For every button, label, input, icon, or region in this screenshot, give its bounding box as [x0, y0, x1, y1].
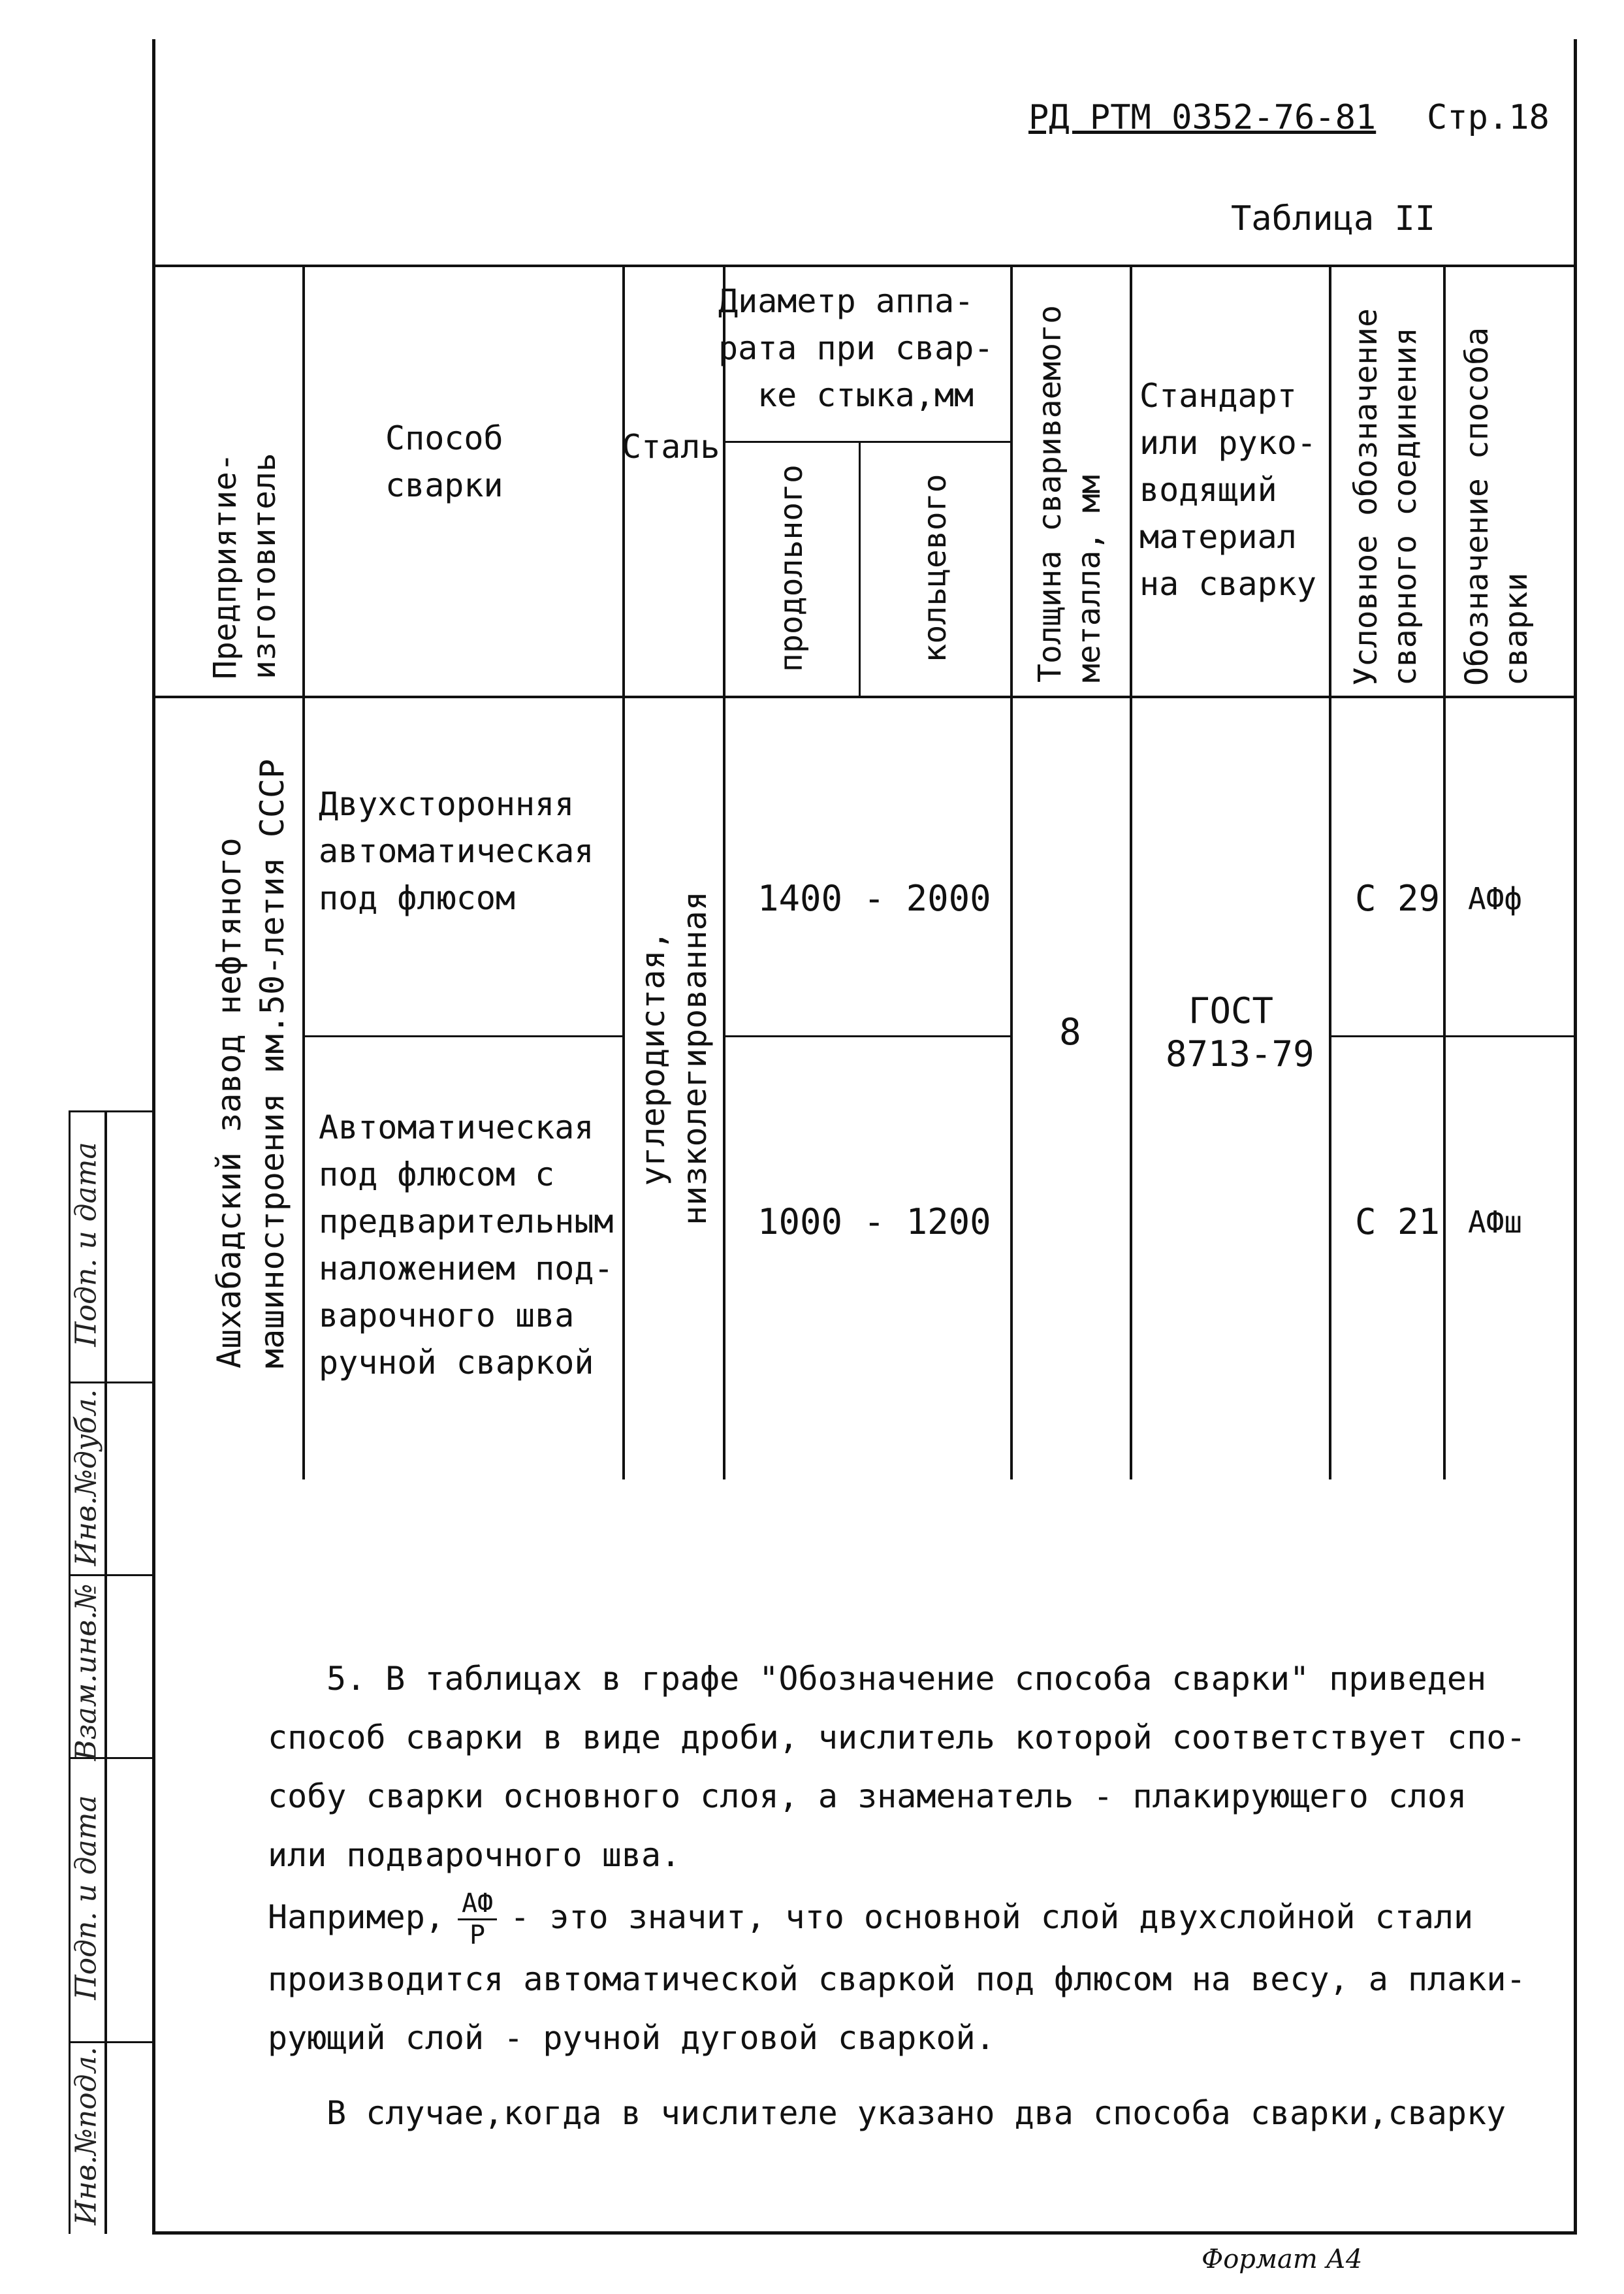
stamp-sign-date-1: Подп. и дата	[69, 1142, 103, 1347]
manufacturer-value: Ашхабадский завод нефтяного машиностроения им.50-летия СССР	[210, 758, 291, 1368]
col-diameter-long-header: продольного	[773, 464, 810, 672]
frame-bottom	[152, 2231, 1577, 2235]
stamp-sign-date-2: Подп. и дата	[69, 1795, 103, 2000]
col-steel-header: Сталь	[622, 428, 720, 466]
standard-value: ГОСТ 8713-79	[1166, 990, 1314, 1074]
paragraph-case: В случае,когда в числителе указано два способа сварки,сварку	[326, 2094, 1506, 2132]
col-diameter-header: Диаметр аппа- рата при свар- ке стыка,мм	[718, 282, 994, 414]
fraction-example: $\frac{АФ}{Р}$	[458, 1888, 497, 1950]
frame-left	[152, 39, 155, 2234]
row2-joint: С 21	[1355, 1201, 1441, 1242]
col-manufacturer-header: Предприятие- изготовитель	[207, 453, 283, 679]
row-divider-diameter	[723, 1035, 1010, 1037]
row-divider-symbols	[1329, 1035, 1577, 1037]
table-title: Таблица II	[1231, 199, 1436, 238]
stamp-dup-inv: Инв.№дубл.	[69, 1389, 103, 1566]
example-line: Например, $\frac{АФ}{Р}$ - это значит, что основной слой двухслойной стали	[268, 1888, 1474, 1950]
col-joint-symbol-header: Условное обозначение сварного соединения	[1348, 308, 1424, 686]
row2-symbol: АФш	[1468, 1204, 1523, 1240]
row-divider-method	[302, 1035, 622, 1037]
table-top-border	[152, 265, 1577, 267]
col-method-symbol-header: Обозначение способа сварки	[1459, 327, 1535, 686]
row1-symbol: АФф	[1468, 881, 1523, 916]
row2-diameter: 1000 - 1200	[757, 1201, 991, 1242]
row1-method: Двухсторонняя автоматическая под флюсом	[319, 785, 594, 917]
table-header-bottom	[152, 696, 1577, 698]
row1-joint: С 29	[1355, 878, 1441, 919]
paragraph-continued: производится автоматической сваркой под флюсом на весу, а плаки- рующий слой - ручной дуговой сваркой.	[268, 1960, 1526, 2057]
row1-diameter: 1400 - 2000	[757, 878, 991, 919]
steel-value: углеродистая, низколегированная	[634, 891, 714, 1225]
col-diameter-ring-header: кольцевого	[917, 474, 953, 663]
col-method-header: Способ сварки	[385, 419, 503, 504]
paragraph-5: 5. В таблицах в графе "Обозначение способа сварки" приведен способ сварки в виде дроби, числитель которой соответствует спо- собу сварки основного слоя, а знаменатель - плакирующего слоя или подварочного шва.	[268, 1660, 1526, 1874]
format-footer: Формат А4	[1202, 2244, 1363, 2274]
stamp-box-inner	[104, 1110, 107, 2234]
col-thickness-header: Толщина свариваемого металла, мм	[1032, 305, 1107, 683]
row2-method: Автоматическая под флюсом с предварительным наложением под- варочного шва ручной сваркой	[319, 1108, 614, 1381]
thickness-value: 8	[1059, 1011, 1081, 1054]
stamp-orig-inv: Инв.№подл.	[69, 2046, 103, 2225]
stamp-replace-inv: Взам.инв.№	[69, 1583, 103, 1761]
frame-right	[1574, 39, 1577, 2234]
col-standard-header: Стандарт или руко- водящий материал на сварку	[1139, 377, 1316, 603]
diameter-header-divider	[723, 441, 1010, 443]
doc-code: РД РТМ 0352-76-81	[1028, 98, 1377, 137]
page-number: Стр.18	[1427, 98, 1550, 137]
